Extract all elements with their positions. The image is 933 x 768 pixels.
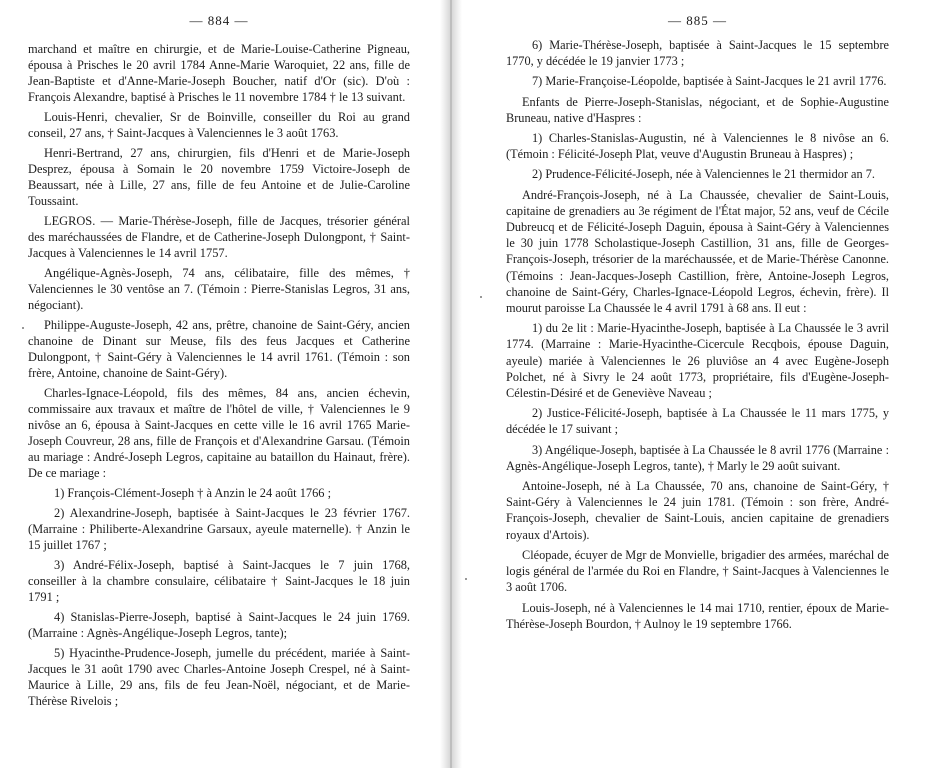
paragraph: Philippe-Auguste-Joseph, 42 ans, prêtre, chanoine de Saint-Géry, ancien chanoine de Dinant sur Meuse, fils des feus Jacques et Catherine Dulongpont, † Saint-Géry à Valenciennes le 14 avril 1761. (Témoin : son frère, Antoine, chanoine de Saint-Géry). bbox=[28, 318, 410, 380]
scan-speck bbox=[22, 327, 24, 329]
paragraph: marchand et maître en chirurgie, et de Marie-Louise-Catherine Pigneau, épousa à Prisches le 20 avril 1784 Anne-Marie Waroquiet, 22 ans, fille de Jean-Baptiste et d'Anne-Marie-Joseph Boucher, natif d'Or (sic). D'où : François Alexandre, baptisé à Prisches le 11 novembre 1784 † le 13 suivant. bbox=[28, 42, 410, 104]
paragraph: Cléopade, écuyer de Mgr de Monvielle, brigadier des armées, maréchal de logis général de l'armée du Roi en Flandre, † Saint-Jacques à Valenciennes le 3 août 1706. bbox=[506, 547, 889, 595]
paragraph: Louis-Henri, chevalier, Sr de Boinville, conseiller du Roi au grand conseil, 27 ans, † Saint-Jacques à Valenciennes le 3 août 1763. bbox=[28, 110, 410, 140]
left-page bbox=[0, 0, 440, 768]
list-item: 3) André-Félix-Joseph, baptisé à Saint-Jacques le 7 juin 1768, conseiller à la chambre consulaire, célibataire † Saint-Jacques le 18 juin 1791 ; bbox=[28, 558, 410, 604]
paragraph: André-François-Joseph, né à La Chaussée, chevalier de Saint-Louis, capitaine de grenadiers au 3e régiment de l'État major, 52 ans, veuf de Cécile Dubreucq et de Félicité-Joseph Daguin, épousa à Saint-Géry à Valenciennes le 30 juin 1778 Scholastique-Joseph Castillion, 31 ans, fille de Georges-François-Joseph, trésorier de la maréchaussée, et de Marie-Thérèse Canonne. (Témoins : Jean-Jacques-Joseph Castillion, frère, Antoine-Joseph Legros, chanoine de Saint-Géry, Charles-Ignace-Léopold Legros, échevin, frère). Il mourut paroisse La Chaussée le 4 avril 1791 à 68 ans. Il eut : bbox=[506, 187, 889, 316]
list-item: 7) Marie-Françoise-Léopolde, baptisée à Saint-Jacques le 21 avril 1776. bbox=[532, 74, 887, 89]
paragraph: Antoine-Joseph, né à La Chaussée, 70 ans, chanoine de Saint-Géry, † Saint-Géry à Valenciennes le 24 juin 1781. (Témoin : son frère, André-François-Joseph, chevalier de Saint-Louis, ancien capitaine de grenadiers royaux d'Artois). bbox=[506, 479, 889, 542]
right-page bbox=[462, 0, 933, 768]
paragraph: Angélique-Agnès-Joseph, 74 ans, célibataire, fille des mêmes, † Valenciennes le 30 ventôse an 7. (Témoin : Pierre-Stanislas Legros, 31 ans, négociant). bbox=[28, 266, 410, 312]
page-number-left: — 884 — bbox=[189, 13, 249, 28]
paragraph: LEGROS. — Marie-Thérèse-Joseph, fille de Jacques, trésorier général des maréchaussées de Flandre, et de Catherine-Joseph Dulongpont, † Saint-Jacques à Valenciennes le 14 avril 1757. bbox=[28, 214, 410, 260]
list-item: 3) Angélique-Joseph, baptisée à La Chaussée le 8 avril 1776 (Marraine : Agnès-Angélique-Joseph Legros, tante), † Marly le 29 août suivant. bbox=[506, 442, 889, 473]
list-item: 1) François-Clément-Joseph † à Anzin le 24 août 1766 ; bbox=[54, 486, 332, 500]
scan-speck bbox=[480, 296, 482, 298]
list-item: 1) du 2e lit : Marie-Hyacinthe-Joseph, baptisée à La Chaussée le 3 avril 1774. (Marraine : Marie-Hyacinthe-Cicercule Recqbois, épouse Daguin, ayeule) mariée à Valenciennes le 26 pluviôse an 4 avec Eugène-Joseph Polchet, né à Sivry le 24 août 1773, propriétaire, fils d'Eugène-Joseph-Célestin-Désiré et de Geneviève Naveau ; bbox=[506, 321, 889, 401]
page-gutter bbox=[440, 0, 462, 768]
list-item: 2) Alexandrine-Joseph, baptisée à Saint-Jacques le 23 février 1767. (Marraine : Philiberte-Alexandrine Garsaux, ayeule maternelle). † Anzin le 15 juillet 1767 ; bbox=[28, 506, 410, 552]
paragraph: Henri-Bertrand, 27 ans, chirurgien, fils d'Henri et de Marie-Joseph Desprez, épousa à Somain le 20 novembre 1759 Victoire-Joseph de Beaussart, née à Lille, 27 ans, fille de feu Antoine et de Julie-Caroline Toussaint. bbox=[28, 146, 410, 208]
list-item: 2) Justice-Félicité-Joseph, baptisée à La Chaussée le 11 mars 1775, y décédée le 17 suivant ; bbox=[506, 406, 889, 437]
paragraph: Enfants de Pierre-Joseph-Stanislas, négociant, et de Sophie-Augustine Bruneau, native d'Haspres : bbox=[506, 94, 889, 125]
paragraph: Charles-Ignace-Léopold, fils des mêmes, 84 ans, ancien échevin, commissaire aux travaux et maître de l'hôtel de ville, † Valenciennes le 9 nivôse an 6, épousa à Saint-Jacques en cette ville le 16 avril 1765 Marie-Joseph Couvreur, 28 ans, fille de François et d'Alexandrine Garsau. (Témoin au mariage : André-Joseph Legros, capitaine au bataillon du Hainaut, frère). De ce mariage : bbox=[28, 386, 410, 480]
list-item: 6) Marie-Thérèse-Joseph, baptisée à Saint-Jacques le 15 septembre 1770, y décédée le 19 janvier 1773 ; bbox=[506, 38, 889, 69]
list-item: 2) Prudence-Félicité-Joseph, née à Valenciennes le 21 thermidor an 7. bbox=[532, 167, 875, 182]
paragraph: Louis-Joseph, né à Valenciennes le 14 mai 1710, rentier, époux de Marie-Thérèse-Joseph Bourdon, † Aulnoy le 19 septembre 1766. bbox=[506, 600, 889, 631]
scan-speck bbox=[465, 578, 467, 580]
list-item: 1) Charles-Stanislas-Augustin, né à Valenciennes le 8 nivôse an 6. (Témoin : Félicité-Joseph Plat, veuve d'Augustin Bruneau à Haspres) ; bbox=[506, 131, 889, 162]
page-number-right: — 885 — bbox=[668, 13, 727, 28]
list-item: 4) Stanislas-Pierre-Joseph, baptisé à Saint-Jacques le 24 juin 1769. (Marraine : Agnès-Angélique-Joseph Legros, tante); bbox=[28, 610, 410, 640]
list-item: 5) Hyacinthe-Prudence-Joseph, jumelle du précédent, mariée à Saint-Jacques le 31 août 1790 avec Charles-Antoine Joseph Crespel, né à Saint-Maurice à Lille, 29 ans, fils de feu Jean-Noël, négociant, et de Marie-Thérèse Rivelois ; bbox=[28, 646, 410, 708]
